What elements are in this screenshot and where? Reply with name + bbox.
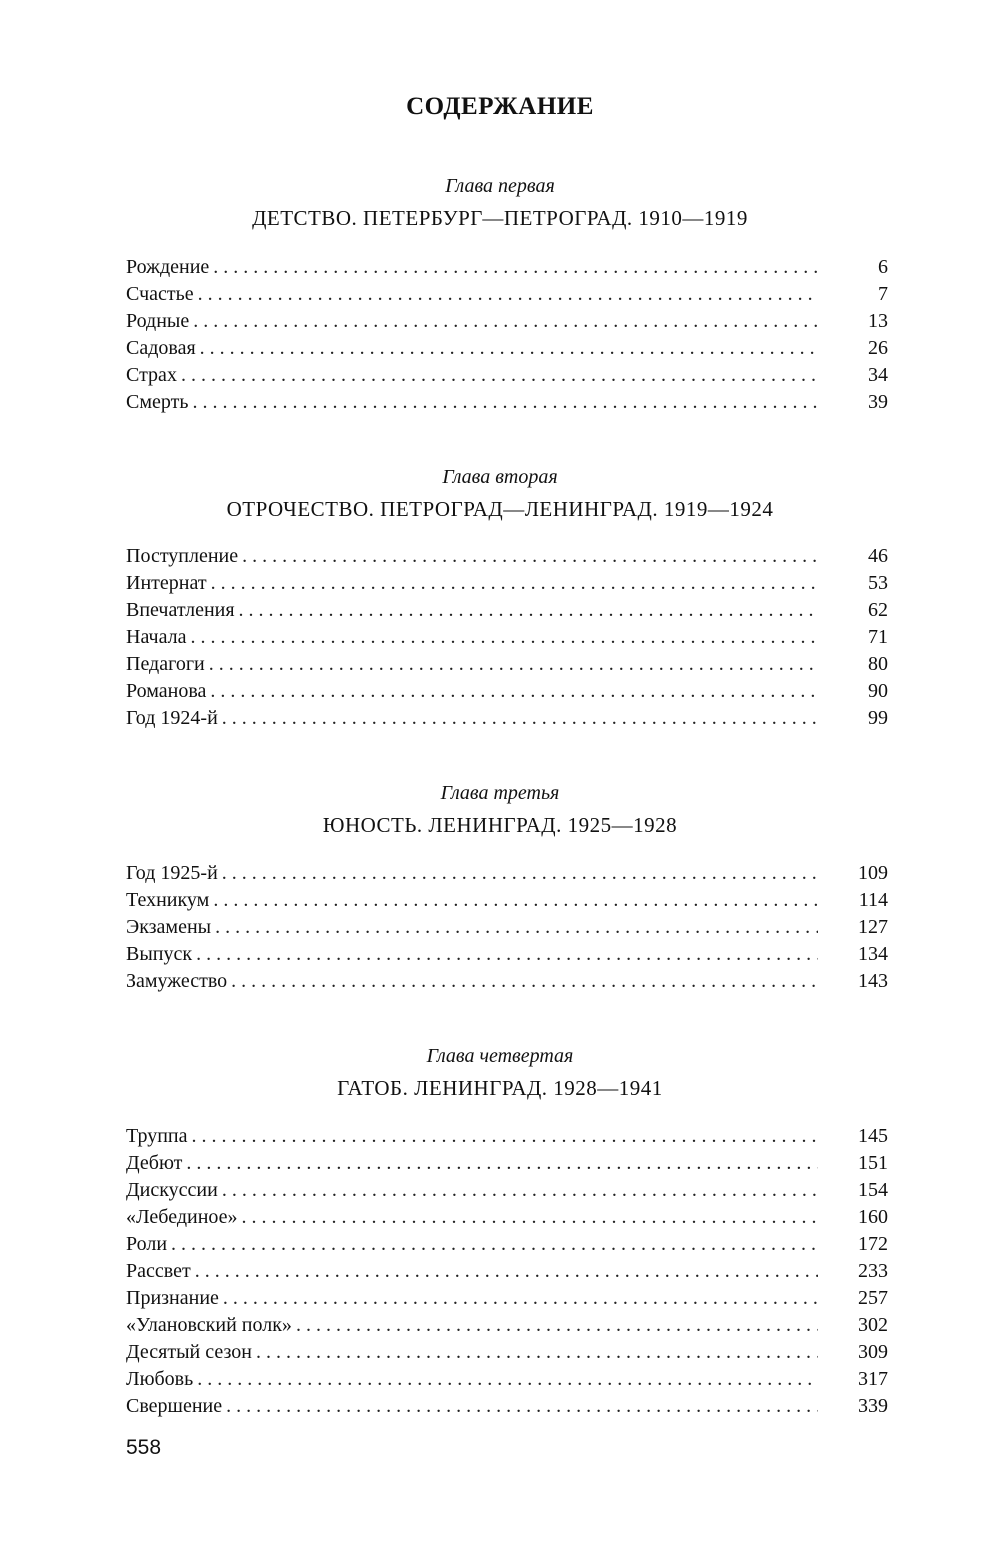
toc-entry-page: 80 (868, 653, 888, 675)
toc-entry (126, 1339, 888, 1366)
toc-entry (126, 308, 888, 335)
toc-entry (126, 1312, 888, 1339)
toc-entry-page: 302 (858, 1314, 888, 1336)
dot-leader (222, 705, 818, 732)
toc-entry-title: Садовая (126, 337, 196, 359)
toc-entry (126, 543, 888, 570)
dot-leader (200, 335, 818, 362)
toc-entry-title: Педагоги (126, 653, 205, 675)
chapter-3-entries (126, 860, 888, 995)
toc-entry-page: 99 (868, 707, 888, 729)
dot-leader (210, 678, 818, 705)
dot-leader (213, 887, 818, 914)
dot-leader (256, 1339, 818, 1366)
toc-entry-title: Поступление (126, 545, 239, 567)
toc-entry (126, 570, 888, 597)
toc-entry-title: «Лебединое» (126, 1206, 238, 1228)
toc-entry-title: Признание (126, 1287, 219, 1309)
dot-leader (191, 624, 819, 651)
toc-entry-title: Романова (126, 680, 207, 702)
dot-leader (198, 281, 818, 308)
toc-entry-title: Страх (126, 364, 177, 386)
chapter-label: Глава первая (445, 175, 555, 197)
toc-entry-page: 309 (858, 1341, 888, 1363)
page-title: СОДЕРЖАНИЕ (406, 93, 594, 120)
chapter-label: Глава четвертая (426, 1045, 574, 1067)
toc-entry-title: Год 1925-й (126, 862, 218, 884)
toc-entry-title: Труппа (126, 1125, 188, 1147)
toc-entry-page: 154 (858, 1179, 888, 1201)
toc-entry-title: Счастье (126, 283, 194, 305)
dot-leader (193, 308, 818, 335)
toc-entry-title: Свершение (126, 1395, 223, 1417)
dot-leader (226, 1393, 818, 1420)
toc-entry (126, 1285, 888, 1312)
toc-entry-page: 134 (858, 943, 888, 965)
toc-entry-title: Начала (126, 626, 187, 648)
toc-entry-page: 13 (868, 310, 888, 332)
dot-leader (186, 1150, 818, 1177)
toc-entry-title: Роли (126, 1233, 168, 1255)
toc-entry (126, 887, 888, 914)
toc-entry (126, 1177, 888, 1204)
dot-leader (242, 543, 818, 570)
toc-entry-page: 114 (858, 889, 888, 911)
toc-entry-page: 257 (858, 1287, 888, 1309)
toc-entry-page: 317 (858, 1368, 888, 1390)
page-number: 558 (126, 1436, 162, 1459)
toc-entry-page: 233 (858, 1260, 888, 1282)
toc-entry-title: Смерть (126, 391, 189, 413)
toc-entry-page: 62 (868, 599, 888, 621)
toc-entry (126, 1393, 888, 1420)
dot-leader (239, 597, 818, 624)
dot-leader (197, 1366, 818, 1393)
toc-entry-title: Интернат (126, 572, 207, 594)
dot-leader (181, 362, 818, 389)
toc-entry-page: 46 (868, 545, 888, 567)
chapter-title: ОТРОЧЕСТВО. ПЕТРОГРАД—ЛЕНИНГРАД. 1919—1924 (226, 497, 774, 521)
toc-entry (126, 678, 888, 705)
chapter-3-heading (0, 779, 1000, 841)
chapter-title: ГАТОБ. ЛЕНИНГРАД. 1928—1941 (337, 1076, 663, 1100)
toc-entry-page: 6 (878, 256, 888, 278)
dot-leader (171, 1231, 818, 1258)
toc-entry-page: 172 (858, 1233, 888, 1255)
toc-entry-page: 127 (858, 916, 888, 938)
toc-entry-page: 34 (868, 364, 888, 386)
dot-leader (242, 1204, 818, 1231)
chapter-title: ЮНОСТЬ. ЛЕНИНГРАД. 1925—1928 (322, 813, 678, 837)
chapter-2-entries (126, 543, 888, 732)
toc-entry-title: «Улановский полк» (126, 1314, 292, 1336)
dot-leader (223, 1285, 818, 1312)
dot-leader (192, 389, 818, 416)
dot-leader (209, 651, 818, 678)
toc-entry (126, 335, 888, 362)
toc-entry-page: 339 (858, 1395, 888, 1417)
toc-entry (126, 705, 888, 732)
toc-entry-title: Любовь (126, 1368, 194, 1390)
toc-entry (126, 362, 888, 389)
toc-entry (126, 1123, 888, 1150)
toc-entry (126, 281, 888, 308)
toc-entry-title: Экзамены (126, 916, 212, 938)
toc-entry (126, 914, 888, 941)
toc-entry (126, 1150, 888, 1177)
dot-leader (296, 1312, 818, 1339)
toc-entry (126, 624, 888, 651)
dot-leader (211, 570, 818, 597)
toc-entry (126, 597, 888, 624)
toc-entry-page: 151 (858, 1152, 888, 1174)
toc-entry (126, 1204, 888, 1231)
dot-leader (215, 914, 818, 941)
toc-entry-page: 7 (878, 283, 888, 305)
toc-entry-title: Дебют (126, 1152, 183, 1174)
dot-leader (222, 860, 818, 887)
dot-leader (196, 941, 818, 968)
dot-leader (231, 968, 818, 995)
chapter-1-heading (0, 172, 1000, 234)
toc-entry-title: Год 1924-й (126, 707, 218, 729)
toc-entry-page: 71 (868, 626, 888, 648)
toc-entry-page: 143 (858, 970, 888, 992)
toc-entry (126, 860, 888, 887)
toc-entry-title: Рассвет (126, 1260, 191, 1282)
toc-entry-page: 109 (858, 862, 888, 884)
toc-entry-page: 39 (868, 391, 888, 413)
toc-entry-title: Дискуссии (126, 1179, 218, 1201)
toc-entry (126, 968, 888, 995)
toc-entry-title: Выпуск (126, 943, 193, 965)
toc-entry (126, 1258, 888, 1285)
toc-entry-title: Замужество (126, 970, 228, 992)
toc-entry-title: Родные (126, 310, 190, 332)
toc-entry (126, 254, 888, 281)
toc-entry-page: 53 (868, 572, 888, 594)
chapter-1-entries (126, 254, 888, 416)
toc-entry-page: 26 (868, 337, 888, 359)
toc-entry (126, 389, 888, 416)
chapter-label: Глава третья (440, 782, 560, 804)
toc-entry (126, 941, 888, 968)
toc-entry (126, 1231, 888, 1258)
dot-leader (213, 254, 818, 281)
dot-leader (195, 1258, 818, 1285)
dot-leader (191, 1123, 818, 1150)
chapter-title: ДЕТСТВО. ПЕТЕРБУРГ—ПЕТРОГРАД. 1910—1919 (252, 206, 748, 230)
toc-entry-page: 145 (858, 1125, 888, 1147)
toc-entry-title: Рождение (126, 256, 210, 278)
toc-entry (126, 1366, 888, 1393)
toc-entry-page: 90 (868, 680, 888, 702)
toc-entry-title: Техникум (126, 889, 210, 911)
chapter-label: Глава вторая (442, 466, 558, 488)
dot-leader (222, 1177, 818, 1204)
toc-entry-title: Десятый сезон (126, 1341, 252, 1363)
toc-entry-title: Впечатления (126, 599, 235, 621)
toc-entry (126, 651, 888, 678)
chapter-4-entries (126, 1123, 888, 1420)
chapter-2-heading (0, 463, 1000, 525)
toc-entry-page: 160 (858, 1206, 888, 1228)
chapter-4-heading (0, 1042, 1000, 1104)
